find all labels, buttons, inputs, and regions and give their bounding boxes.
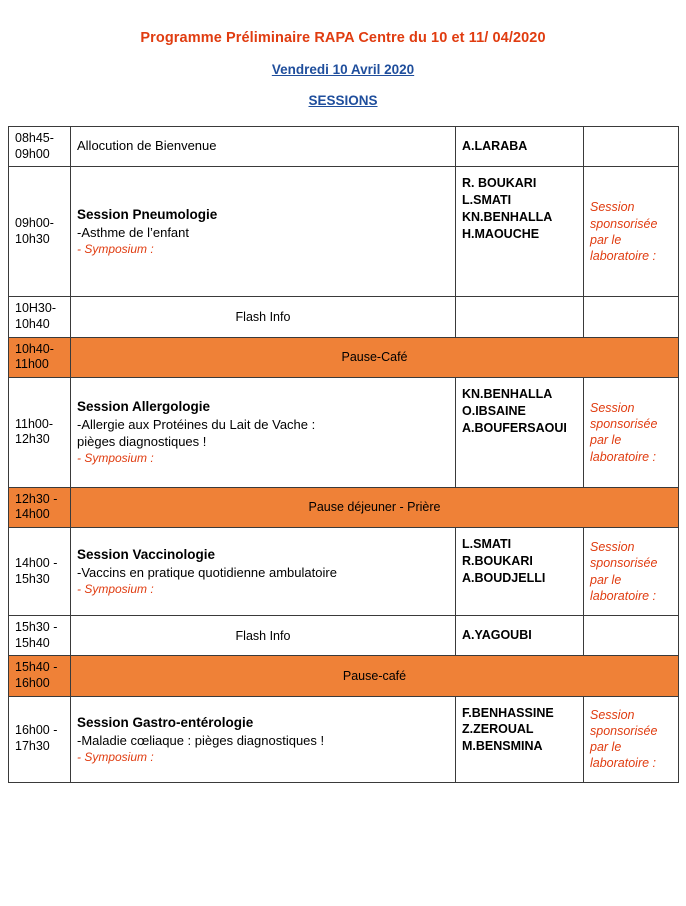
table-row-break	[9, 487, 679, 527]
time-line-2: 12h30	[15, 432, 50, 447]
row-sponsor: Session sponsorisée par le laboratoire :	[584, 167, 679, 297]
row-time	[9, 127, 71, 167]
row-speakers	[456, 616, 584, 656]
row-speakers	[456, 167, 584, 297]
time-line-2: 15h40	[15, 635, 50, 650]
speaker-name: A.LARABA	[462, 139, 528, 154]
row-sponsor	[584, 297, 679, 337]
speaker-name: L.SMATI	[462, 193, 512, 208]
table-row-break	[9, 337, 679, 377]
time-line-2: 17h30	[15, 739, 50, 753]
time-line-2: 16h00	[15, 675, 50, 690]
speaker-name: M.BENSMINA	[462, 739, 543, 754]
break-label: Pause-Café	[71, 337, 679, 377]
speaker-name: H.MAOUCHE	[462, 226, 540, 241]
time-line-1: 15h40 -	[15, 660, 58, 675]
speaker-name: O.IBSAINE	[462, 403, 526, 418]
table-row	[9, 127, 679, 167]
time-line-1: 11h00-	[15, 416, 53, 431]
row-speakers	[456, 127, 584, 167]
row-time	[9, 167, 71, 297]
row-time	[9, 377, 71, 487]
page-subtitle-sessions: SESSIONS	[308, 93, 378, 108]
break-label: Pause-café	[71, 656, 679, 696]
row-time	[9, 656, 71, 696]
time-line-1: 16h00 -	[15, 723, 58, 738]
time-line-2: 10h30	[15, 231, 50, 246]
session-title: Session Gastro-entérologie	[77, 714, 254, 730]
time-line-1: 09h00-	[15, 216, 54, 231]
session-symposium: - Symposium :	[77, 749, 154, 764]
row-speakers	[456, 297, 584, 337]
time-line-2: 09h00	[15, 146, 50, 161]
row-sponsor: Session sponsorisée par le laboratoire :	[584, 528, 679, 616]
row-body	[71, 127, 456, 167]
speaker-name: KN.BENHALLA	[462, 210, 553, 224]
table-row	[9, 696, 679, 782]
row-body	[71, 167, 456, 297]
session-subtitle: -Maladie cœliaque : pièges diagnostiques !	[77, 732, 325, 748]
session-symposium: - Symposium :	[77, 582, 154, 596]
time-line-1: 10H30-	[15, 301, 56, 316]
time-line-2: 11h00	[15, 357, 49, 372]
speaker-name: F.BENHASSINE	[462, 705, 554, 720]
time-line-1: 12h30 -	[15, 491, 58, 506]
row-sponsor: Session sponsorisée par le laboratoire :	[584, 377, 679, 487]
row-time	[9, 696, 71, 782]
row-body	[71, 377, 456, 487]
table-row	[9, 616, 679, 656]
row-body: Flash Info	[71, 616, 456, 656]
speaker-name: A.YAGOUBI	[462, 628, 532, 643]
row-body-text: Allocution de Bienvenue	[77, 138, 217, 154]
row-sponsor	[584, 127, 679, 167]
row-time	[9, 528, 71, 616]
row-time	[9, 337, 71, 377]
row-body: Flash Info	[71, 297, 456, 337]
time-line-1: 10h40-	[15, 341, 54, 356]
session-title: Session Vaccinologie	[77, 547, 216, 562]
time-line-1: 08h45-	[15, 131, 54, 145]
session-subtitle: -Asthme de l’enfant	[77, 225, 190, 241]
session-title: Session Pneumologie	[77, 207, 218, 223]
row-speakers	[456, 696, 584, 782]
time-line-1: 15h30 -	[15, 620, 58, 634]
time-line-1: 14h00 -	[15, 555, 58, 570]
time-line-2: 15h30	[15, 571, 50, 586]
session-symposium: - Symposium :	[77, 451, 154, 466]
session-subtitle: -Vaccins en pratique quotidienne ambulatoire	[77, 565, 337, 580]
table-row	[9, 297, 679, 337]
row-sponsor	[584, 616, 679, 656]
page-title: Programme Préliminaire RAPA Centre du 10 et 11/ 04/2020	[140, 30, 546, 46]
row-sponsor: Session sponsorisée par le laboratoire :	[584, 696, 679, 782]
time-line-2: 10h40	[15, 316, 50, 331]
speaker-name: R. BOUKARI	[462, 176, 537, 191]
session-subtitle-2: pièges diagnostiques !	[77, 434, 207, 450]
speaker-name: KN.BENHALLA	[462, 386, 553, 401]
session-symposium: - Symposium :	[77, 242, 154, 257]
row-body	[71, 528, 456, 616]
speaker-name: A.BOUDJELLI	[462, 570, 546, 585]
row-speakers	[456, 528, 584, 616]
speaker-name: A.BOUFERSAOUI	[462, 420, 567, 435]
row-body	[71, 696, 456, 782]
row-time	[9, 616, 71, 656]
speaker-name: Z.ZEROUAL	[462, 722, 534, 737]
row-time	[9, 297, 71, 337]
document-page	[0, 30, 686, 906]
session-title: Session Allergologie	[77, 399, 211, 415]
time-line-2: 14h00	[15, 507, 50, 522]
speaker-name: L.SMATI	[462, 537, 512, 551]
table-row	[9, 377, 679, 487]
table-row-break	[9, 656, 679, 696]
speaker-name: R.BOUKARI	[462, 553, 533, 568]
table-row	[9, 167, 679, 297]
session-subtitle: -Allergie aux Protéines du Lait de Vache :	[77, 417, 316, 433]
schedule-table	[8, 126, 679, 783]
table-row	[9, 528, 679, 616]
break-label: Pause déjeuner - Prière	[71, 487, 679, 527]
row-time	[9, 487, 71, 527]
row-speakers	[456, 377, 584, 487]
page-subtitle-date: Vendredi 10 Avril 2020	[271, 62, 415, 77]
